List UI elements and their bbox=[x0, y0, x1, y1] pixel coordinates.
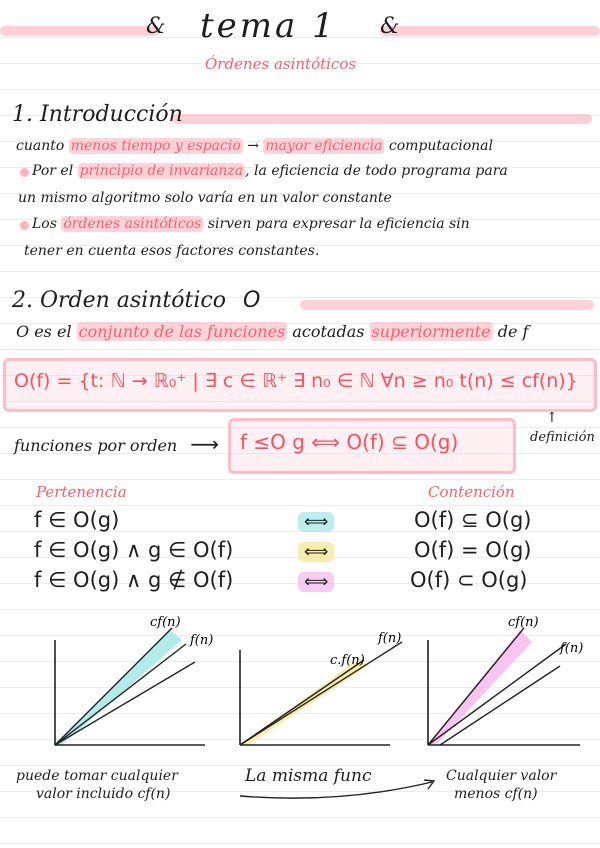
section1-bullet1 bbox=[32, 163, 508, 179]
arrow-icon: → bbox=[247, 138, 259, 154]
long-arrow-icon: ⟶ bbox=[190, 432, 219, 456]
bullet-dot-icon bbox=[20, 221, 29, 230]
definicion-label: definición bbox=[530, 430, 595, 445]
highlight-mayor-eficiencia: mayor eficiencia bbox=[265, 138, 383, 154]
graph-1-f-line bbox=[55, 644, 186, 745]
graph-3-caption-line1: Cualquier valor bbox=[446, 768, 557, 784]
section2-definition bbox=[16, 322, 528, 341]
graph-2-label-cf: c.f(n) bbox=[330, 653, 365, 668]
curved-arrow-icon bbox=[240, 782, 432, 798]
comparison-row-1-right: O(f) ⊆ O(g) bbox=[414, 508, 532, 532]
text-o-es-el: O es el bbox=[16, 322, 72, 341]
graph-3-label-cf: cf(n) bbox=[508, 615, 539, 630]
comparison-row-2-left: f ∈ O(g) ∧ g ∈ O(f) bbox=[34, 538, 234, 562]
highlight-superiormente: superiormente bbox=[371, 322, 491, 341]
equivalence-icon: ⟺ bbox=[298, 542, 334, 562]
graph-1-label-f: f(n) bbox=[190, 633, 214, 648]
highlight-menos-tiempo: menos tiempo y espacio bbox=[70, 138, 241, 154]
graph-2-f-line bbox=[240, 642, 402, 745]
section1-bullet1-line2: un mismo algoritmo solo varía en un valor constante bbox=[18, 190, 392, 206]
graph-3 bbox=[428, 615, 583, 745]
up-arrow-icon: ↑ bbox=[546, 410, 558, 426]
order-label bbox=[14, 432, 219, 456]
text-los: Los bbox=[32, 216, 57, 232]
graph-1 bbox=[55, 615, 213, 745]
big-o-formula: O(f) = {t: ℕ → ℝ₀⁺ | ∃ c ∈ ℝ⁺ ∃ n₀ ∈ ℕ ∀n ≥ n₀ t(n) ≤ cf(n)} bbox=[14, 370, 578, 392]
text-de-f: de f bbox=[497, 322, 529, 341]
text-eficiencia: , la eficiencia de todo programa para bbox=[245, 163, 508, 179]
title-highlight-left bbox=[0, 26, 160, 36]
text-computacional: computacional bbox=[388, 138, 493, 154]
section2-heading bbox=[12, 288, 260, 313]
comparison-row-1-left: f ∈ O(g) bbox=[34, 508, 120, 532]
graph-2 bbox=[240, 631, 402, 745]
text-acotadas: acotadas bbox=[292, 322, 365, 341]
graph-1-shaded-region bbox=[55, 630, 182, 745]
section1-line1 bbox=[16, 138, 493, 154]
page-title: tema 1 bbox=[200, 6, 337, 46]
text-funciones-por-orden: funciones por orden bbox=[14, 436, 178, 455]
big-o-symbol: O bbox=[242, 288, 261, 313]
arrow-head-icon bbox=[424, 780, 434, 789]
highlight-conjunto: conjunto de las funciones bbox=[78, 322, 286, 341]
graph-1-label-cf: cf(n) bbox=[150, 615, 181, 630]
graph-2-caption: La misma func bbox=[245, 766, 372, 786]
section1-bullet2 bbox=[32, 216, 470, 232]
caption-arrow bbox=[0, 760, 600, 810]
comparison-row-3-right: O(f) ⊂ O(g) bbox=[410, 568, 528, 592]
equivalence-icon: ⟺ bbox=[298, 572, 334, 592]
text-por-el: Por el bbox=[32, 163, 74, 179]
title-highlight-right bbox=[380, 26, 600, 36]
text-sirven: sirven para expresar la eficiencia sin bbox=[207, 216, 470, 232]
graph-3-caption-line2: menos cf(n) bbox=[454, 786, 538, 802]
section1-rule bbox=[172, 114, 592, 124]
growth-graphs bbox=[0, 600, 600, 760]
graph-2-cf-line bbox=[240, 660, 364, 745]
graph-3-lower-line bbox=[440, 666, 560, 745]
ornament-left: & bbox=[146, 14, 166, 39]
graph-3-label-f: f(n) bbox=[560, 641, 584, 656]
page-subtitle: Órdenes asintóticos bbox=[205, 55, 357, 73]
order-formula: f ≤O g ⟺ O(f) ⊆ O(g) bbox=[240, 430, 459, 454]
bullet-dot-icon bbox=[20, 168, 29, 177]
comparison-row-3-left: f ∈ O(g) ∧ g ∉ O(f) bbox=[34, 568, 234, 592]
comparison-row-2-right: O(f) = O(g) bbox=[414, 538, 532, 562]
highlight-principio: principio de invarianza bbox=[79, 163, 244, 179]
graph-1-caption-line1: puede tomar cualquier bbox=[16, 768, 178, 784]
pertenencia-header: Pertenencia bbox=[36, 483, 127, 501]
text-cuanto: cuanto bbox=[16, 138, 65, 154]
graph-1-caption-line2: valor incluido cf(n) bbox=[36, 786, 171, 802]
section2-rule bbox=[300, 300, 594, 310]
section2-heading-text: 2. Orden asintótico bbox=[12, 288, 226, 313]
contencion-header: Contención bbox=[428, 483, 515, 501]
graph-3-shaded-region bbox=[428, 630, 532, 745]
graph-2-label-f: f(n) bbox=[378, 631, 402, 646]
equivalence-icon: ⟺ bbox=[298, 512, 334, 532]
ornament-right: & bbox=[380, 14, 400, 39]
graph-3-cf-line bbox=[428, 628, 524, 745]
section1-heading: 1. Introducción bbox=[12, 102, 183, 127]
highlight-ordenes: órdenes asintóticos bbox=[63, 216, 202, 232]
section1-bullet2-line2: tener en cuenta esos factores constantes. bbox=[24, 243, 320, 259]
